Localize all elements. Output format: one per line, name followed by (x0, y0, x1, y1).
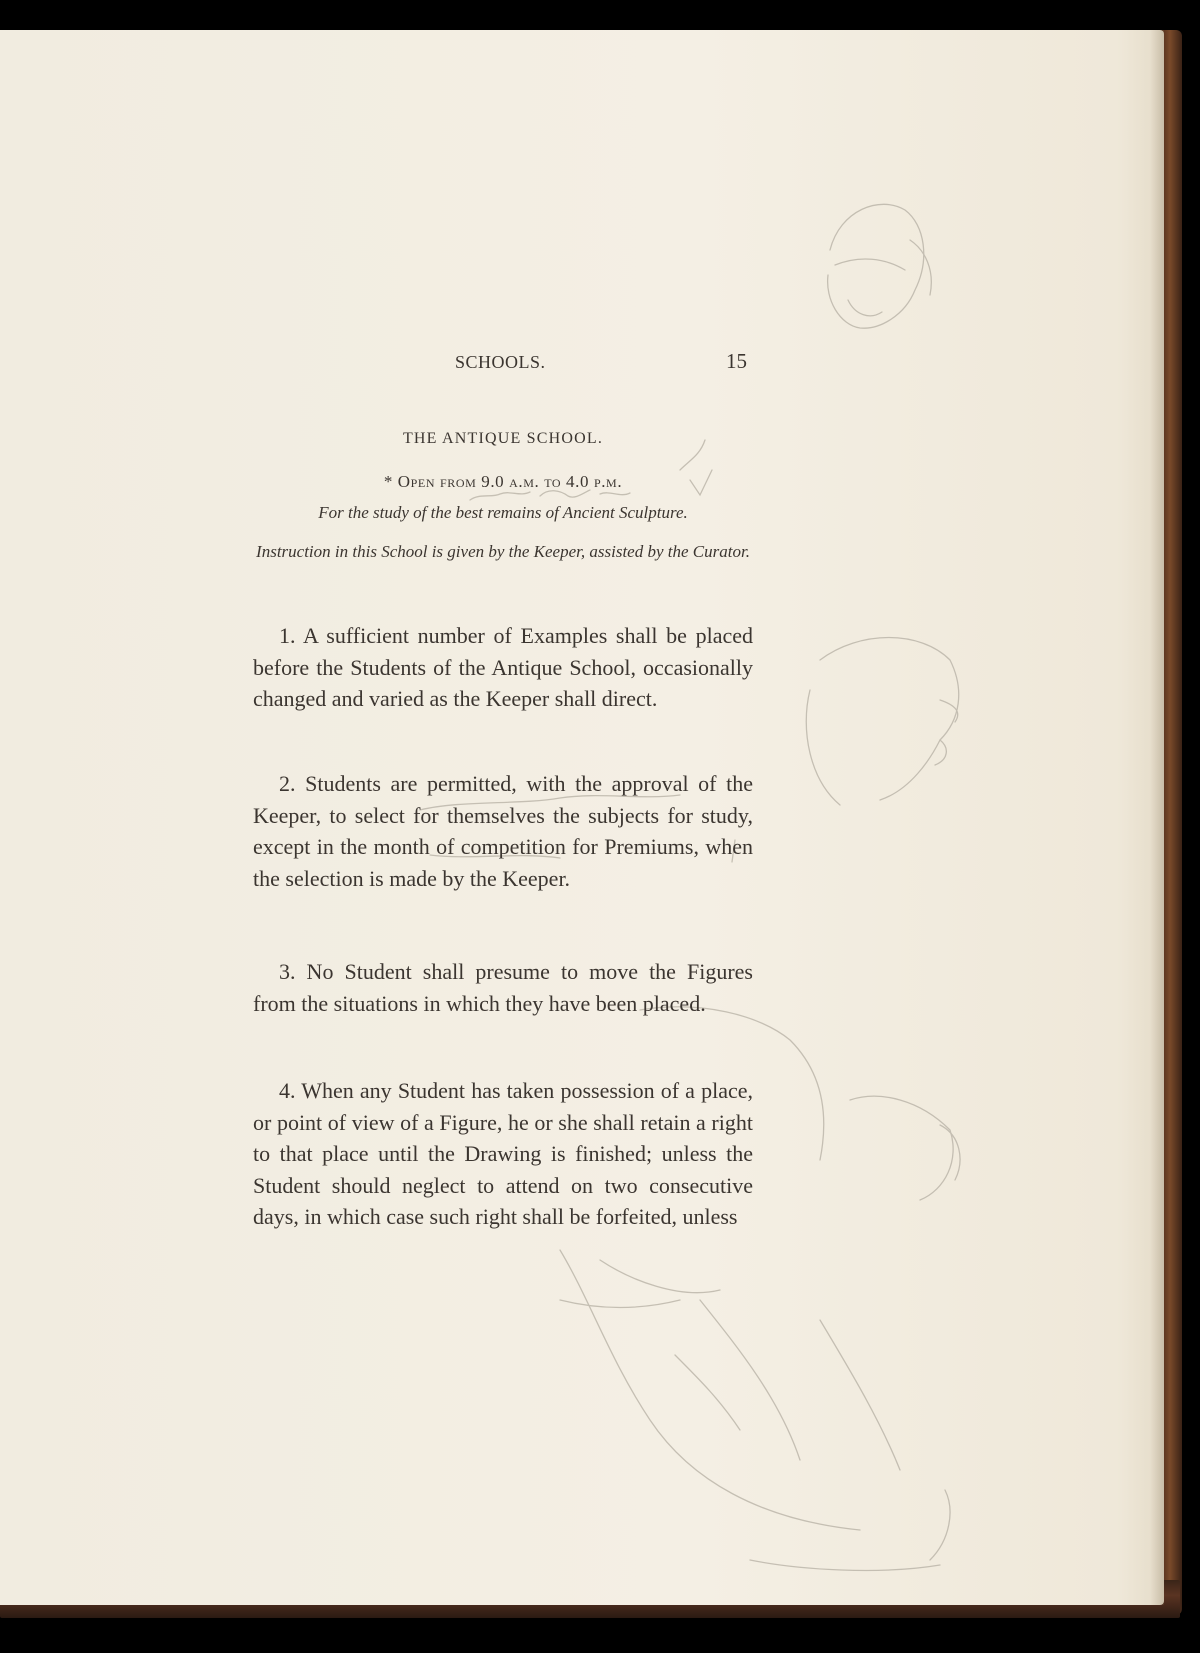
page-edge-shadow (1150, 30, 1164, 1605)
rule-paragraph-2: 2. Students are permitted, with the approval of the Keeper, to select for themselves the subjects for study, except in the month of competition for Premiums, when the selection is made by the Keeper. (253, 771, 753, 891)
rule-paragraph-1: 1. A sufficient number of Examples shall be placed before the Students of the Antique School, occasionally changed and varied as the Keeper shall direct. (253, 623, 753, 711)
section-title: THE ANTIQUE SCHOOL. (402, 430, 604, 447)
rule-paragraph-4: 4. When any Student has taken possession of a place, or point of view of a Figure, he or she shall retain a right to that place until the Drawing is finished; unless the Student should neglect to attend on two consecutive days, in which case such right shall be forfeited, unless (253, 1078, 753, 1229)
rule-paragraph-3: 3. No Student shall presume to move the Figures from the situations in which they have been placed. (253, 959, 753, 1016)
page-number: 15 (726, 349, 747, 373)
instruction-note: Instruction in this School is given by the Keeper, assisted by the Curator. (256, 542, 750, 561)
running-head: SCHOOLS. (455, 352, 546, 372)
school-purpose: For the study of the best remains of Ancient Sculpture. (318, 503, 688, 522)
opening-hours: * Open from 9.0 a.m. to 4.0 p.m. (383, 472, 623, 491)
